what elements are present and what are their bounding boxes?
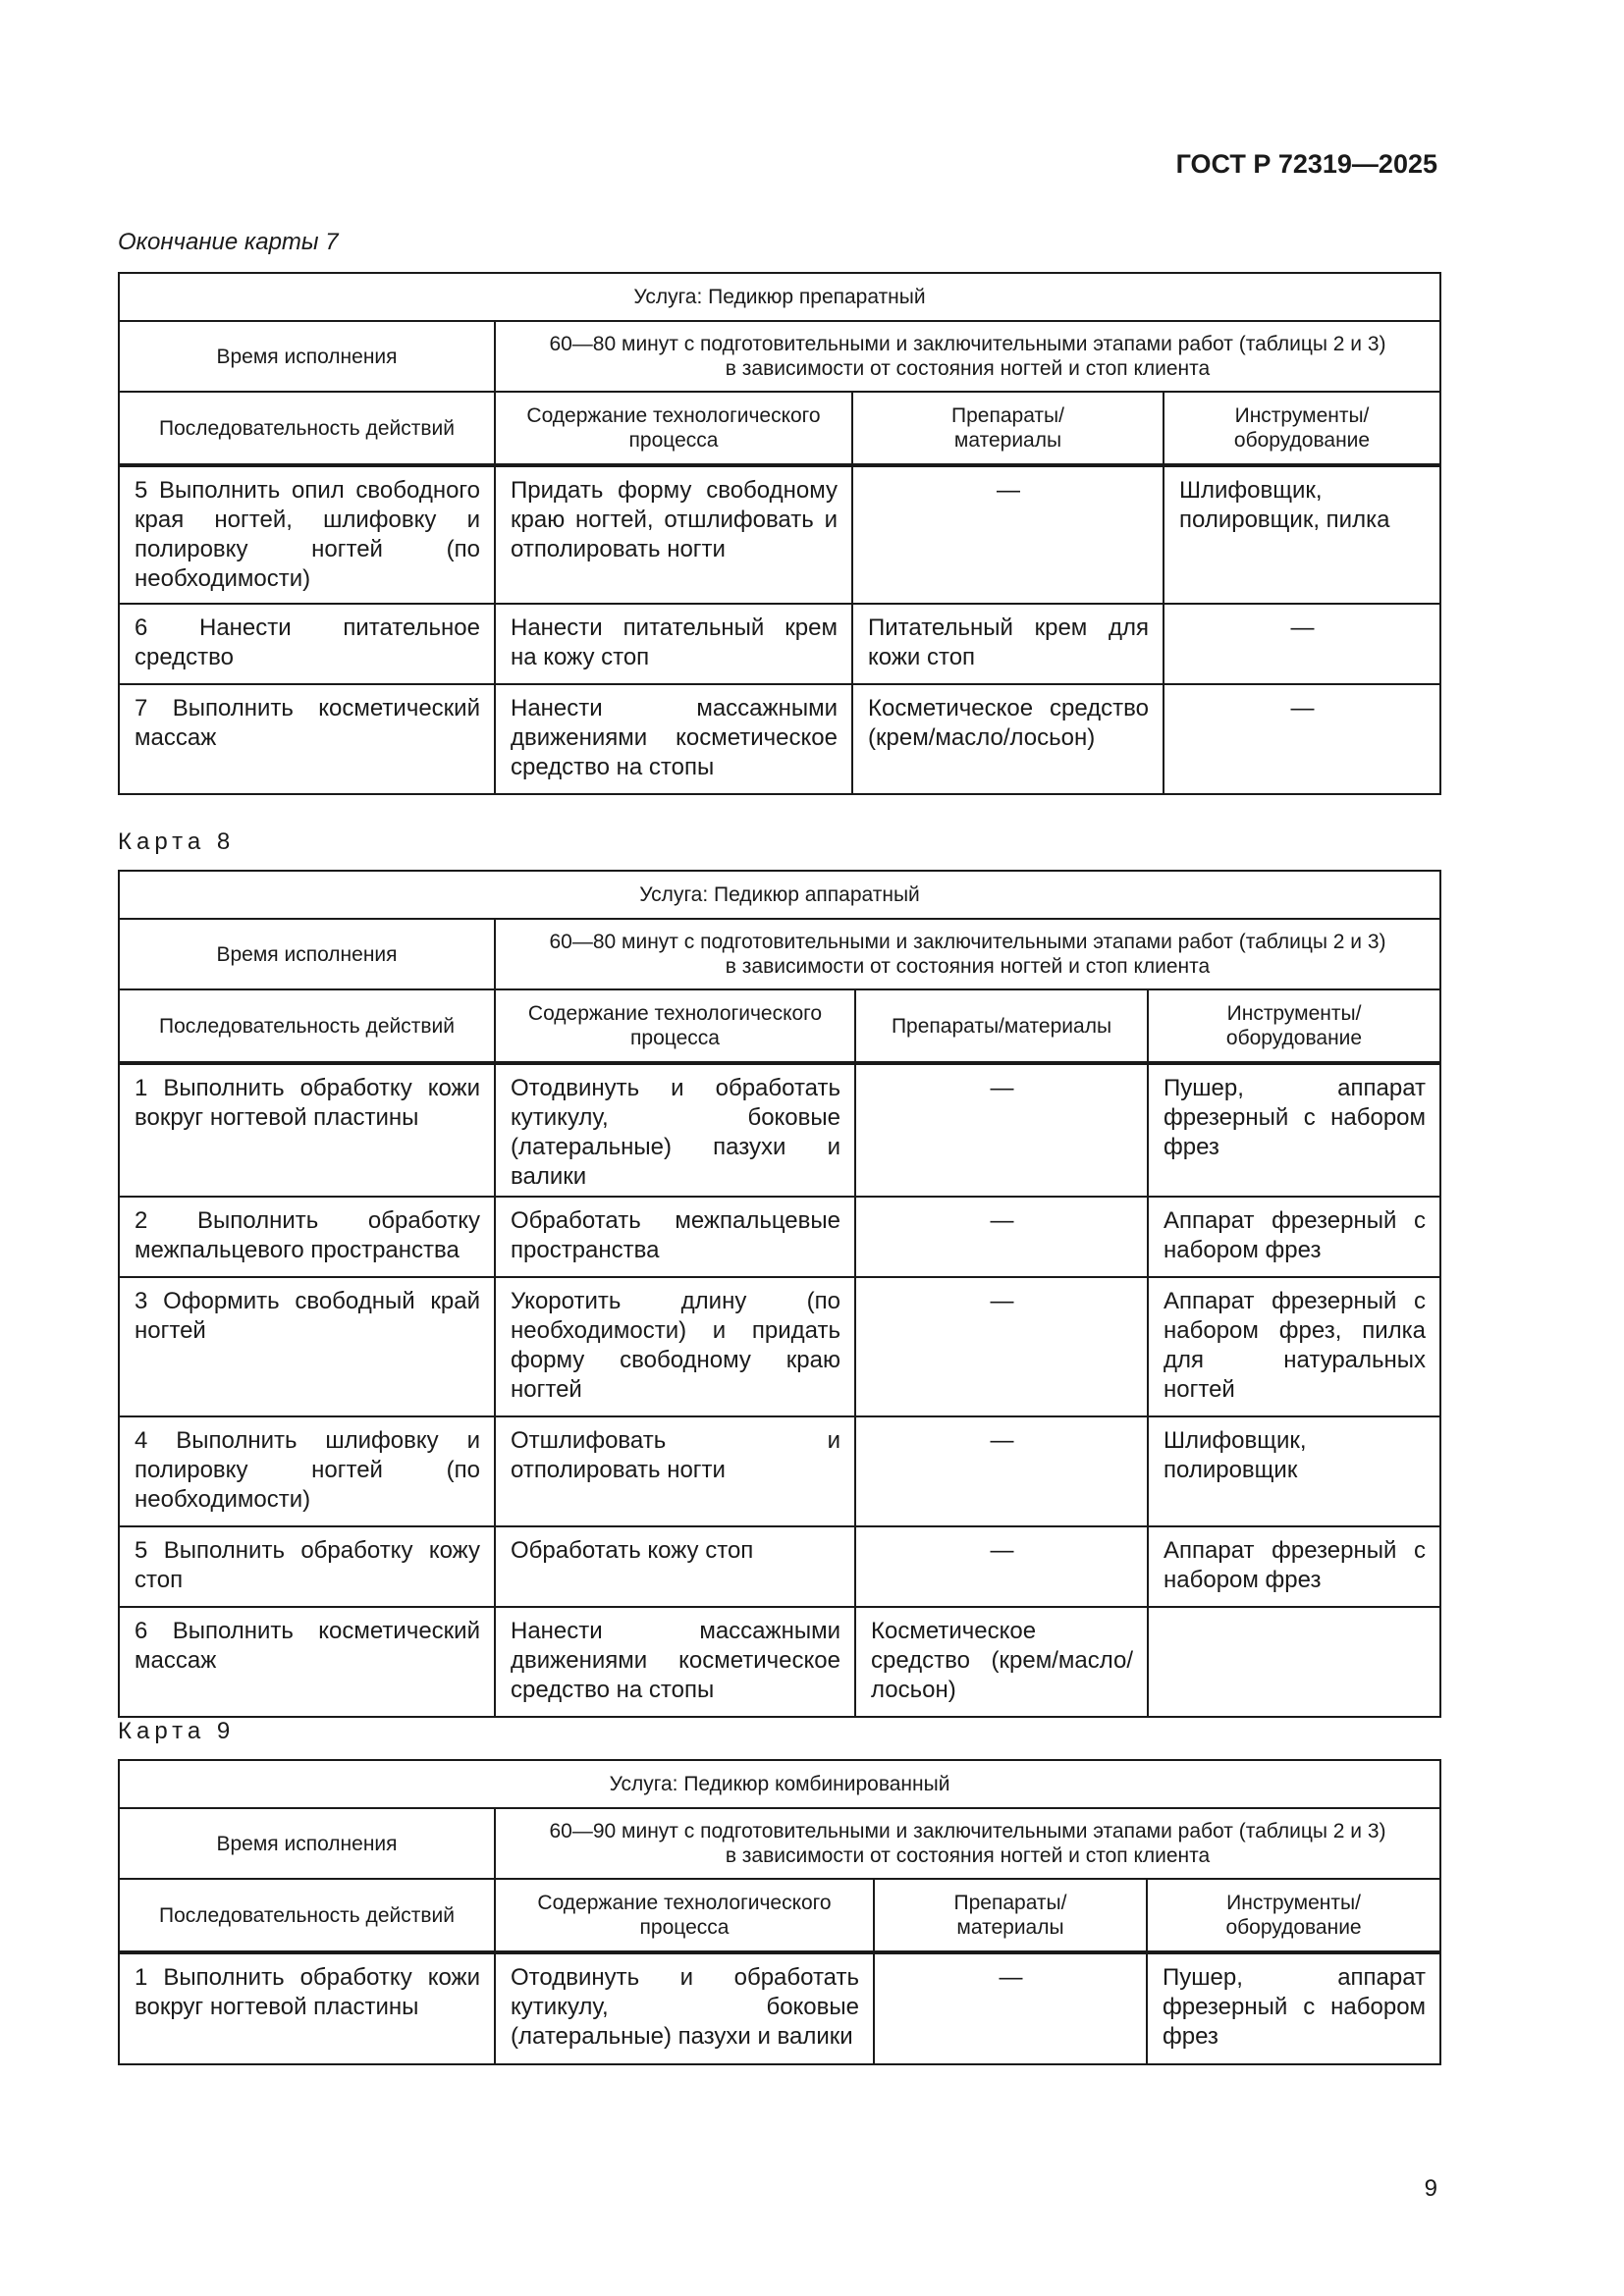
materials-cell: Косметическое средство (крем/масло/лосьон)	[852, 684, 1164, 794]
tools-cell: Пушер, аппарат фрезерный с набором фрез	[1147, 1952, 1440, 2064]
tools-cell: Шлифовщик, полировщик, пилка	[1164, 465, 1440, 604]
materials-cell: —	[855, 1197, 1148, 1277]
doc-code: ГОСТ Р 72319—2025	[1175, 149, 1437, 179]
time-text-line: 60—80 минут с подготовительными и заключительными этапами работ (таблицы 2 и 3)	[549, 333, 1386, 355]
time-value	[495, 321, 1440, 392]
technology-card-table	[118, 1759, 1441, 2065]
column-header: Последовательность действий	[119, 989, 495, 1063]
column-header: Препараты/ материалы	[874, 1879, 1147, 1952]
process-cell: Нанести массажными движениями косметическое средство на стопы	[495, 1607, 855, 1717]
time-text-line: в зависимости от состояния ногтей и стоп клиента	[725, 357, 1211, 380]
column-header: Препараты/материалы	[855, 989, 1148, 1063]
column-header: Инструменты/ оборудование	[1148, 989, 1440, 1063]
action-cell: 2 Выполнить обработку межпальцевого пространства	[119, 1197, 495, 1277]
tools-cell: Аппарат фрезерный с набором фрез, пилка для натуральных ногтей	[1148, 1277, 1440, 1416]
process-cell: Обработать межпальцевые пространства	[495, 1197, 855, 1277]
action-cell: 7 Выполнить косметический массаж	[119, 684, 495, 794]
table-caption: Окончание карты 7	[118, 229, 339, 255]
page-number: 9	[1424, 2175, 1437, 2202]
materials-cell: —	[855, 1063, 1148, 1197]
tools-cell: —	[1164, 604, 1440, 684]
column-header: Инструменты/ оборудование	[1147, 1879, 1440, 1952]
table-row	[119, 1063, 1440, 1197]
time-text-line: в зависимости от состояния ногтей и стоп клиента	[725, 1844, 1211, 1867]
process-cell: Отодвинуть и обработать кутикулу, боковые (латеральные) пазухи и валики	[495, 1952, 874, 2064]
process-cell: Отодвинуть и обработать кутикулу, боковые (латеральные) пазухи и валики	[495, 1063, 855, 1197]
action-cell: 4 Выполнить шлифовку и полировку ногтей (по необходимости)	[119, 1416, 495, 1526]
technology-card-table	[118, 272, 1441, 795]
table-row	[119, 604, 1440, 684]
action-cell: 5 Выполнить опил свободного края ногтей, шлифовку и полировку ногтей (по необходимости)	[119, 465, 495, 604]
column-header: Последовательность действий	[119, 392, 495, 465]
table-row	[119, 1607, 1440, 1717]
tools-cell: Пушер, аппарат фрезерный с набором фрез	[1148, 1063, 1440, 1197]
process-cell: Отшлифовать и отполировать ногти	[495, 1416, 855, 1526]
time-value	[495, 1808, 1440, 1879]
action-cell: 6 Выполнить косметический массаж	[119, 1607, 495, 1717]
time-text-line: 60—80 минут с подготовительными и заключительными этапами работ (таблицы 2 и 3)	[549, 931, 1386, 953]
table-row	[119, 1526, 1440, 1607]
action-cell: 3 Оформить свободный край ногтей	[119, 1277, 495, 1416]
materials-cell: —	[874, 1952, 1147, 2064]
tools-cell: Аппарат фрезерный с набором фрез	[1148, 1197, 1440, 1277]
column-header: Содержание технологического процесса	[495, 392, 852, 465]
column-header: Инструменты/ оборудование	[1164, 392, 1440, 465]
process-cell: Укоротить длину (по необходимости) и придать форму свободному краю ногтей	[495, 1277, 855, 1416]
process-cell: Обработать кожу стоп	[495, 1526, 855, 1607]
service-title: Услуга: Педикюр препаратный	[119, 273, 1440, 321]
column-header: Содержание технологического процесса	[495, 1879, 874, 1952]
time-label: Время исполнения	[119, 1808, 495, 1879]
materials-cell: —	[855, 1277, 1148, 1416]
materials-cell: Питательный крем для кожи стоп	[852, 604, 1164, 684]
materials-cell: Косметическое средство (крем/масло/лосьон)	[855, 1607, 1148, 1717]
service-title: Услуга: Педикюр комбинированный	[119, 1760, 1440, 1808]
table-row	[119, 465, 1440, 604]
tools-cell	[1148, 1607, 1440, 1717]
process-cell: Придать форму свободному краю ногтей, отшлифовать и отполировать ногти	[495, 465, 852, 604]
table-row	[119, 1197, 1440, 1277]
process-cell: Нанести питательный крем на кожу стоп	[495, 604, 852, 684]
column-header: Содержание технологического процесса	[495, 989, 855, 1063]
action-cell: 1 Выполнить обработку кожи вокруг ногтевой пластины	[119, 1063, 495, 1197]
tools-cell: —	[1164, 684, 1440, 794]
column-header: Последовательность действий	[119, 1879, 495, 1952]
table-caption: Карта 9	[118, 1718, 236, 1744]
materials-cell: —	[855, 1526, 1148, 1607]
materials-cell: —	[855, 1416, 1148, 1526]
table-caption: Карта 8	[118, 828, 236, 855]
tools-cell: Аппарат фрезерный с набором фрез	[1148, 1526, 1440, 1607]
process-cell: Нанести массажными движениями косметическое средство на стопы	[495, 684, 852, 794]
action-cell: 1 Выполнить обработку кожи вокруг ногтевой пластины	[119, 1952, 495, 2064]
time-value	[495, 919, 1440, 989]
action-cell: 5 Выполнить обработку кожу стоп	[119, 1526, 495, 1607]
time-label: Время исполнения	[119, 919, 495, 989]
time-text-line: 60—90 минут с подготовительными и заключительными этапами работ (таблицы 2 и 3)	[549, 1820, 1386, 1842]
action-cell: 6 Нанести питательное средство	[119, 604, 495, 684]
table-row	[119, 684, 1440, 794]
column-header: Препараты/ материалы	[852, 392, 1164, 465]
service-title: Услуга: Педикюр аппаратный	[119, 871, 1440, 919]
table-row	[119, 1416, 1440, 1526]
table-row	[119, 1952, 1440, 2064]
time-label: Время исполнения	[119, 321, 495, 392]
materials-cell: —	[852, 465, 1164, 604]
table-row	[119, 1277, 1440, 1416]
tools-cell: Шлифовщик, полировщик	[1148, 1416, 1440, 1526]
technology-card-table	[118, 870, 1441, 1718]
time-text-line: в зависимости от состояния ногтей и стоп клиента	[725, 955, 1211, 978]
